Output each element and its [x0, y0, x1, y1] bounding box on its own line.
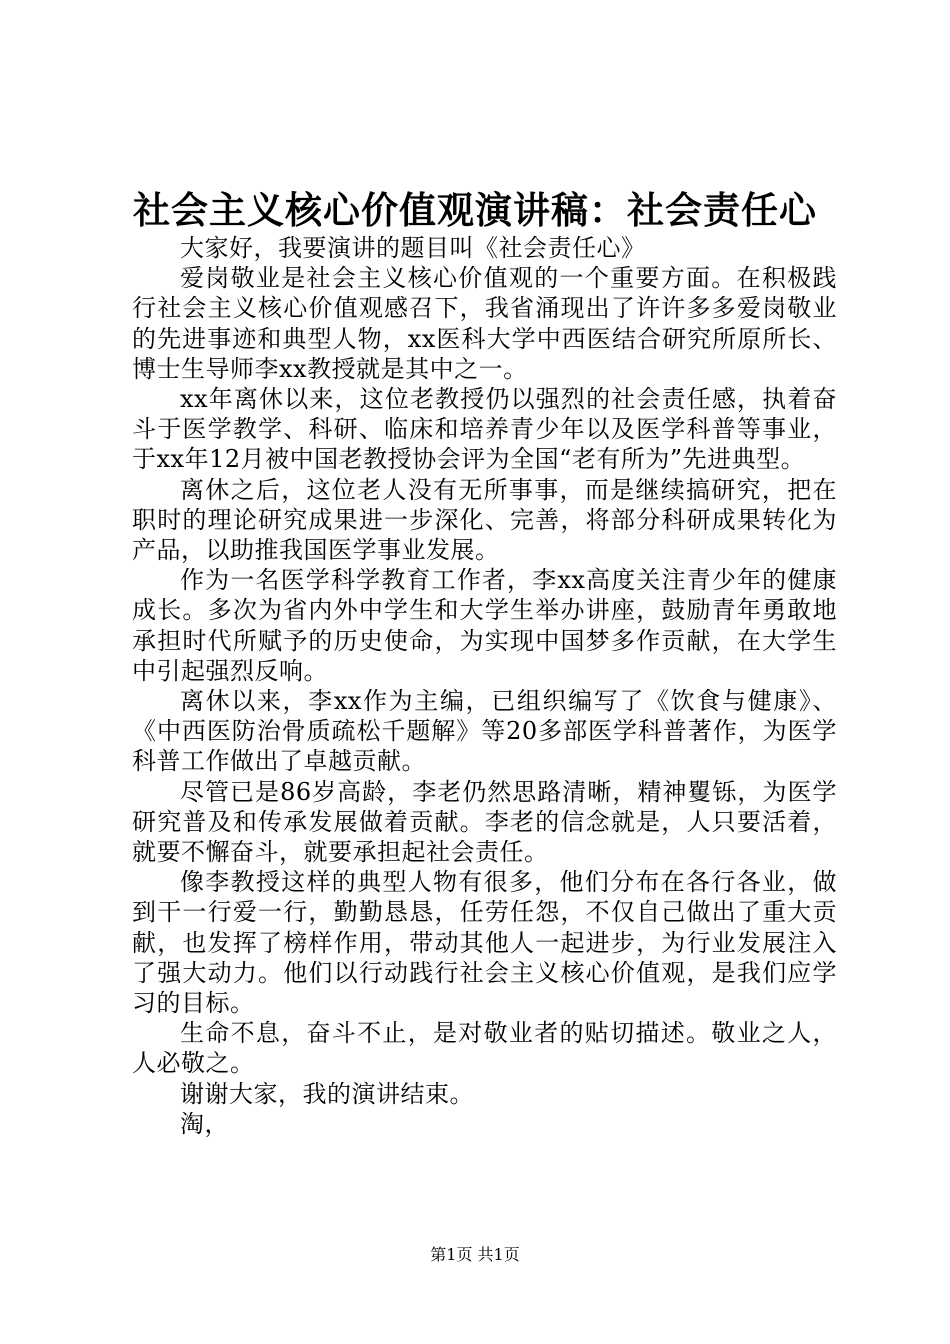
paragraph: 生命不息，奋斗不止，是对敬业者的贴切描述。敬业之人，人必敬之。	[132, 1019, 837, 1078]
paragraph: 作为一名医学科学教育工作者，李xx高度关注青少年的健康成长。多次为省内外中学生和大学生举办讲座，鼓励青年勇敢地承担时代所赋予的历史使命，为实现中国梦多作贡献，在大学生中引起强烈反响。	[132, 566, 837, 685]
paragraph-greeting: 大家好，我要演讲的题目叫《社会责任心》	[180, 234, 646, 262]
document-title: 社会主义核心价值观演讲稿：社会责任心	[133, 188, 817, 232]
page-footer: 第1页 共1页	[430, 1245, 520, 1264]
paragraph: xx年离休以来，这位老教授仍以强烈的社会责任感，执着奋斗于医学教学、科研、临床和培养青少年以及医学科普等事业，于xx年12月被中国老教授协会评为全国“老有所为”先进典型。	[132, 385, 837, 474]
paragraph: 尽管已是86岁高龄，李老仍然思路清晰，精神矍铄，为医学研究普及和传承发展做着贡献。李老的信念就是，人只要活着，就要不懈奋斗，就要承担起社会责任。	[132, 777, 837, 867]
paragraph: 离休之后，这位老人没有无所事事，而是继续搞研究，把在职时的理论研究成果进一步深化、完善，将部分科研成果转化为产品，以助推我国医学事业发展。	[132, 475, 837, 565]
paragraph-trailing: 淘，	[180, 1109, 229, 1138]
paragraph: 像李教授这样的典型人物有很多，他们分布在各行各业，做到干一行爱一行，勤勤恳恳，任劳任怨，不仅自己做出了重大贡献，也发挥了榜样作用，带动其他人一起进步，为行业发展注入了强大动力。他们以行动践行社会主义核心价值观，是我们应学习的目标。	[132, 868, 837, 1018]
paragraph: 离休以来，李xx作为主编，已组织编写了《饮食与健康》、《中西医防治骨质疏松千题解》等20多部医学科普著作，为医学科普工作做出了卓越贡献。	[132, 687, 837, 776]
paragraph-closing: 谢谢大家，我的演讲结束。	[180, 1079, 474, 1108]
paragraph: 爱岗敬业是社会主义核心价值观的一个重要方面。在积极践行社会主义核心价值观感召下，我省涌现出了许许多多爱岗敬业的先进事迹和典型人物，xx医科大学中西医结合研究所原所长、博士生导师李xx教授就是其中之一。	[132, 264, 837, 383]
document-body	[132, 233, 837, 1139]
